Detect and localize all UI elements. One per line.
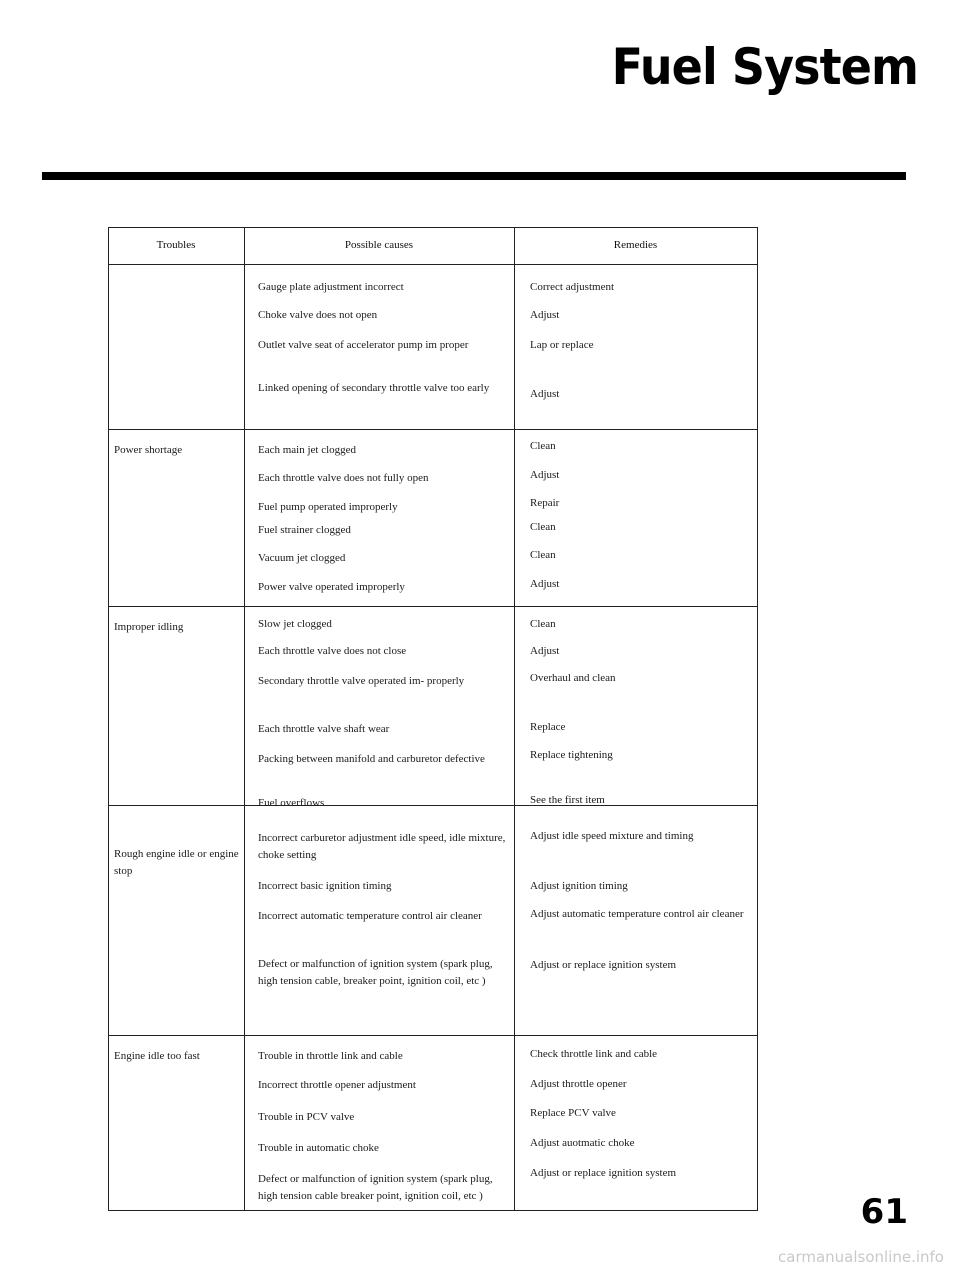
cause-cell: Defect or malfunction of ignition system (spark plug, high tension cable breaker point, ignition coil, etc ): [258, 1173, 493, 1202]
title-rule: [42, 172, 906, 180]
remedy-cell: Replace PCV valve: [530, 1107, 616, 1119]
remedy-cell: Adjust or replace ignition system: [530, 959, 677, 971]
header-possible-causes: Possible causes: [344, 239, 414, 251]
remedy-cell: Replace tightening: [530, 749, 613, 761]
group-divider: [108, 1035, 758, 1036]
cause-cell: Vacuum jet clogged: [258, 552, 346, 564]
troubleshooting-table: [108, 227, 758, 1211]
remedy-cell: Adjust: [530, 578, 560, 590]
header-divider: [108, 264, 758, 265]
remedy-cell: Adjust auotmatic choke: [530, 1137, 635, 1149]
header-troubles: Troubles: [156, 239, 196, 251]
table-border-top: [108, 227, 758, 228]
column-divider: [244, 227, 245, 1211]
remedy-cell: Adjust: [530, 309, 560, 321]
column-divider: [514, 227, 515, 1211]
trouble-cell: Power shortage: [114, 444, 183, 456]
cause-cell: Incorrect basic ignition timing: [258, 880, 392, 892]
group-divider: [108, 606, 758, 607]
cause-cell: Outlet valve seat of accelerator pump im proper: [258, 339, 469, 351]
table-border-left: [108, 227, 109, 1211]
remedy-cell: Adjust ignition timing: [530, 880, 628, 892]
cause-cell: Gauge plate adjustment incorrect: [258, 281, 404, 293]
cause-cell: Secondary throttle valve operated im- properly: [258, 675, 465, 687]
cause-cell: Choke valve does not open: [258, 309, 378, 321]
remedy-cell: Lap or replace: [530, 339, 594, 351]
remedy-cell: Adjust automatic temperature control air cleaner: [530, 908, 744, 920]
cause-cell: Incorrect automatic temperature control air cleaner: [258, 910, 482, 922]
cause-cell: Each throttle valve does not close: [258, 645, 407, 657]
table-border-right: [757, 227, 758, 1211]
remedy-cell: Clean: [530, 549, 556, 561]
remedy-cell: Adjust: [530, 645, 560, 657]
cause-cell: Each main jet clogged: [258, 444, 357, 456]
cause-cell: Trouble in automatic choke: [258, 1142, 379, 1154]
cause-cell: Each throttle valve shaft wear: [258, 723, 390, 735]
cause-cell: Power valve operated improperly: [258, 581, 405, 593]
remedy-cell: See the first item: [530, 794, 605, 806]
remedy-cell: Adjust idle speed mixture and timing: [530, 830, 694, 842]
watermark: carmanualsonline.info: [778, 1248, 944, 1266]
trouble-cell: Improper idling: [114, 621, 184, 633]
trouble-cell: Engine idle too fast: [114, 1050, 200, 1062]
remedy-cell: Clean: [530, 521, 556, 533]
remedy-cell: Replace: [530, 721, 566, 733]
group-divider: [108, 429, 758, 430]
cause-cell: Fuel overflows: [258, 797, 325, 809]
cause-cell: Each throttle valve does not fully open: [258, 472, 429, 484]
remedy-cell: Check throttle link and cable: [530, 1048, 658, 1060]
page-title: Fuel System: [611, 38, 918, 96]
cause-cell: Trouble in throttle link and cable: [258, 1050, 403, 1062]
remedy-cell: Clean: [530, 618, 556, 630]
remedy-cell: Adjust: [530, 388, 560, 400]
cause-cell: Packing between manifold and carburetor defective: [258, 753, 485, 765]
cause-cell: Linked opening of secondary throttle valve too early: [258, 382, 490, 394]
trouble-cell: Rough engine idle or engine stop: [114, 848, 239, 877]
cause-cell: Fuel strainer clogged: [258, 524, 351, 536]
remedy-cell: Overhaul and clean: [530, 672, 616, 684]
remedy-cell: Clean: [530, 440, 556, 452]
remedy-cell: Adjust: [530, 469, 560, 481]
header-remedies: Remedies: [613, 239, 658, 251]
remedy-cell: Correct adjustment: [530, 281, 615, 293]
cause-cell: Trouble in PCV valve: [258, 1111, 355, 1123]
table-border-bottom: [108, 1210, 758, 1211]
remedy-cell: Adjust or replace ignition system: [530, 1167, 677, 1179]
page-number: 61: [860, 1192, 908, 1232]
cause-cell: Incorrect throttle opener adjustment: [258, 1079, 416, 1091]
cause-cell: Slow jet clogged: [258, 618, 332, 630]
cause-cell: Defect or malfunction of ignition system (spark plug, high tension cable, breaker point, ignition coil, etc ): [258, 958, 493, 987]
cause-cell: Fuel pump operated improperly: [258, 501, 398, 513]
remedy-cell: Adjust throttle opener: [530, 1078, 627, 1090]
cause-cell: Incorrect carburetor adjustment idle speed, idle mixture, choke setting: [258, 832, 506, 861]
remedy-cell: Repair: [530, 497, 560, 509]
